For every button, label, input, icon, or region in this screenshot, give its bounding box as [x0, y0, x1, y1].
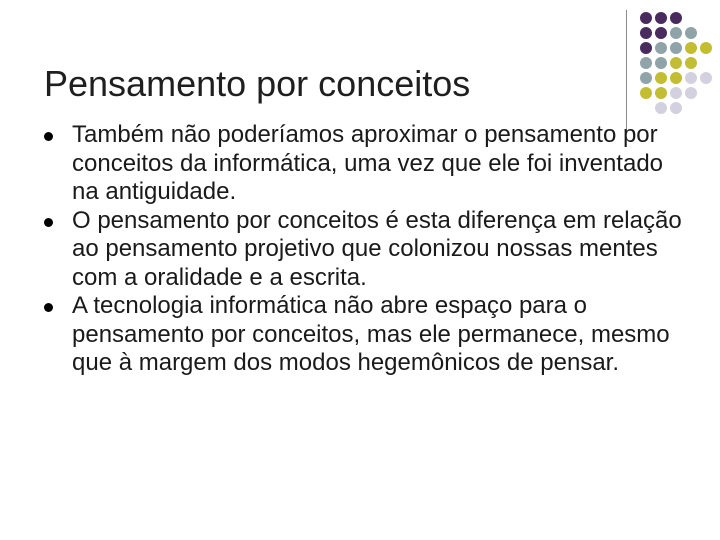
bullet-list [44, 121, 684, 378]
dot-olive [670, 57, 682, 69]
dot-purple [640, 42, 652, 54]
bullet-text: A tecnologia informática não abre espaço para o pensamento por conceitos, mas ele permanece, mesmo que à margem dos modos hegemônicos de pensar. [72, 292, 670, 376]
bullet-item [44, 207, 684, 293]
bullet-text: Também não poderíamos aproximar o pensamento por conceitos da informática, uma vez que ele foi inventado na antiguidade. [72, 121, 664, 205]
dot-olive [700, 42, 712, 54]
bullet-icon [44, 303, 53, 312]
dot-teal-gray [670, 42, 682, 54]
dot-lavender [685, 72, 697, 84]
dot-purple [640, 12, 652, 24]
dot-teal-gray [640, 57, 652, 69]
divider-line [626, 10, 627, 133]
dot-lavender [655, 102, 667, 114]
dot-lavender [670, 87, 682, 99]
dot-teal-gray [655, 42, 667, 54]
bullet-text: O pensamento por conceitos é esta diferença em relação ao pensamento projetivo que colonizou nossas mentes com a oralidade e a escrita. [72, 206, 682, 291]
slide-title: Pensamento por conceitos [44, 63, 471, 104]
dot-purple [670, 12, 682, 24]
dot-lavender [700, 72, 712, 84]
dot-lavender [670, 102, 682, 114]
bullet-icon [44, 132, 53, 141]
dot-teal-gray [655, 57, 667, 69]
dot-teal-gray [640, 72, 652, 84]
dot-olive [640, 87, 652, 99]
dot-teal-gray [685, 27, 697, 39]
dot-teal-gray [670, 27, 682, 39]
dot-olive [685, 42, 697, 54]
bullet-item [44, 292, 684, 378]
dot-olive [670, 72, 682, 84]
dot-purple [640, 27, 652, 39]
dot-olive [655, 72, 667, 84]
dot-olive [685, 57, 697, 69]
dot-lavender [685, 87, 697, 99]
bullet-icon [44, 218, 53, 227]
dot-grid-decoration [640, 12, 720, 122]
dot-purple [655, 12, 667, 24]
bullet-item [44, 121, 684, 207]
dot-olive [655, 87, 667, 99]
dot-purple [655, 27, 667, 39]
